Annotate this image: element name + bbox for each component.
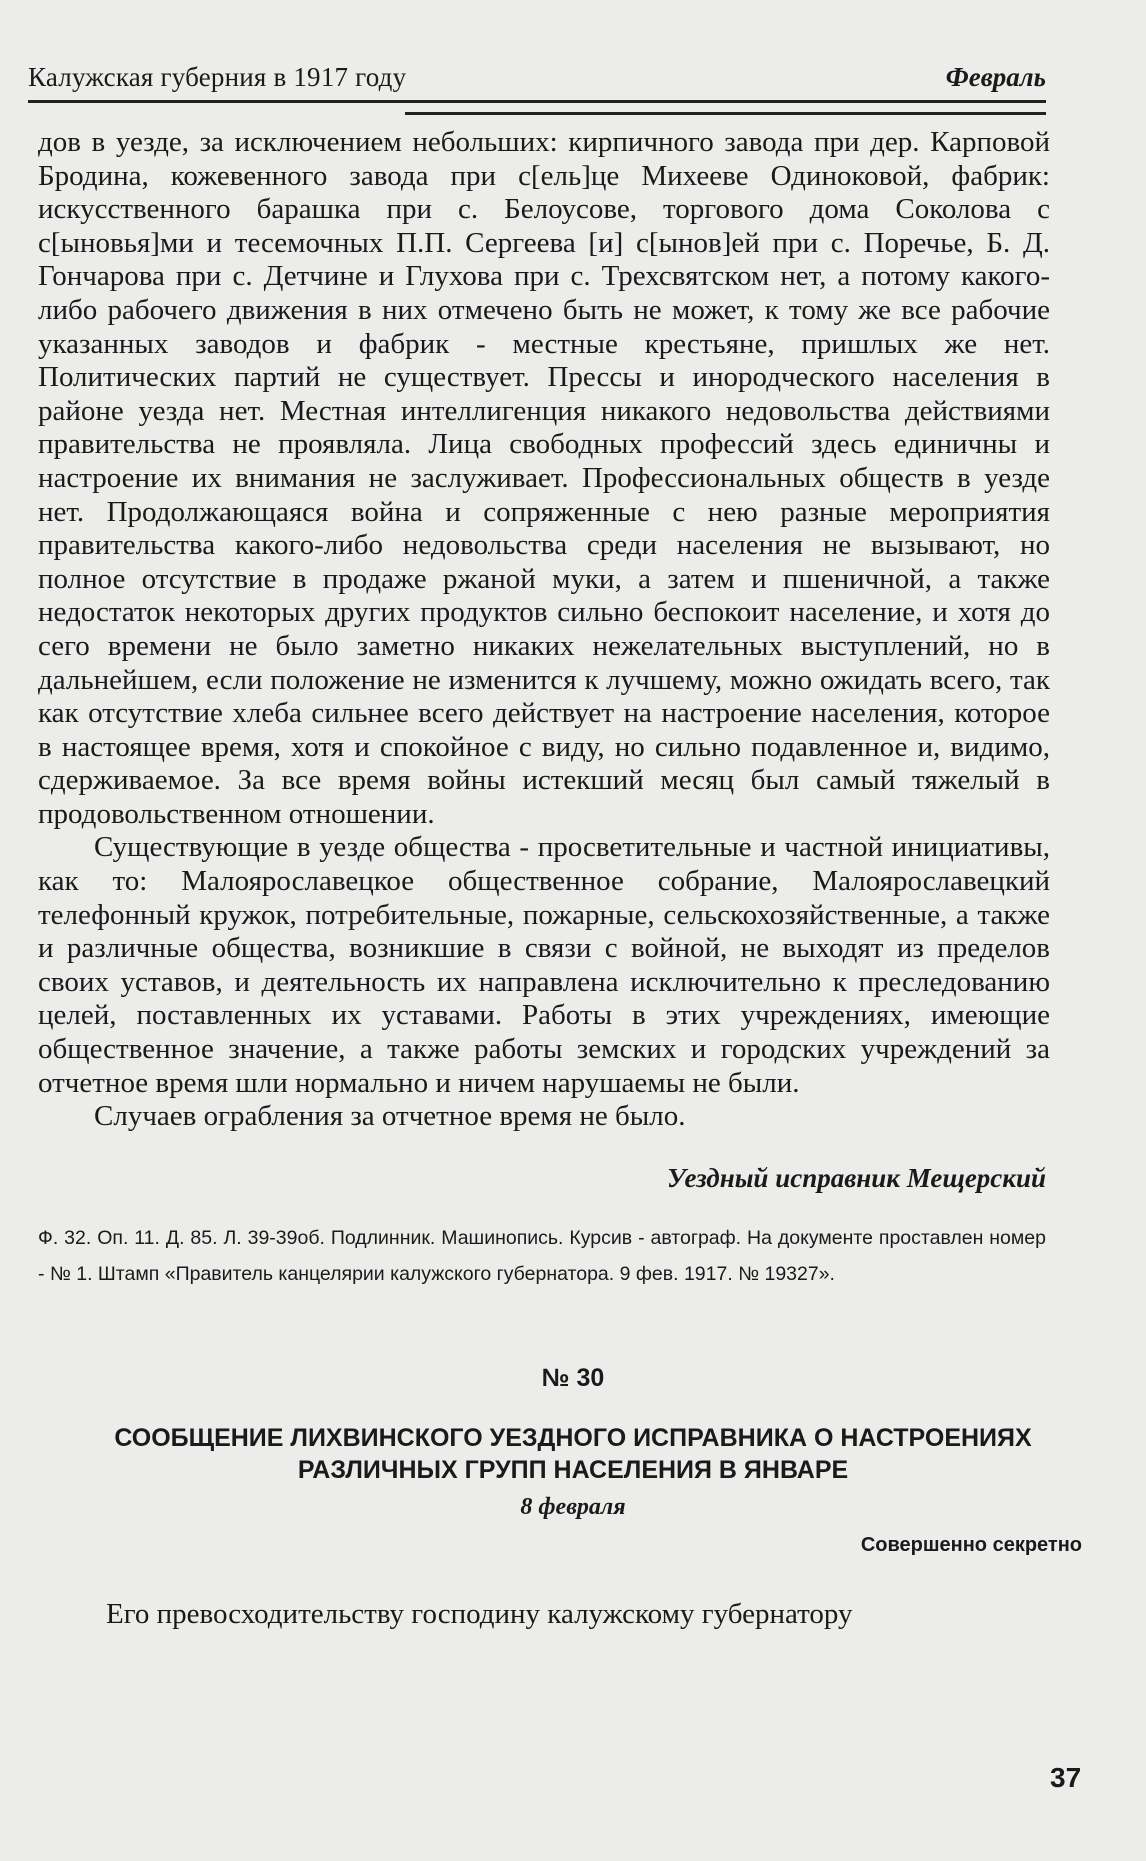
page-number: 37 — [1050, 1762, 1082, 1793]
body-text — [38, 126, 1050, 1134]
header-rule — [28, 100, 1046, 103]
classification-label: Совершенно секретно — [860, 1534, 1082, 1556]
paragraph: Существующие в уезде общества - просветительные и частной инициативы, как то: Малоярославецкое общественное собрание, Малоярославецкий телефонный кружок, потребительные, пожарные, сельскохозяйственные, а также и различные общества, возникшие в связи с войной, не выходят из пределов своих уставов, и деятельность их направлена исключительно к преследованию целей, поставленных их уставами. Работы в этих учреждениях, имеющие общественное значение, а также работы земских и городских учреждений за отчетное время шли нормально и ничем нарушаемы не были. — [38, 831, 1050, 1099]
document-number: № 30 — [541, 1364, 605, 1392]
paragraph: Случаев ограбления за отчетное время не было. — [94, 1100, 686, 1133]
signature: Уездный исправник Мещерский — [666, 1163, 1046, 1193]
header-book-title: Калужская губерния в 1917 году — [28, 62, 407, 92]
header-month: Февраль — [945, 62, 1046, 92]
document-date: 8 февраля — [520, 1494, 626, 1520]
addressee-line: Его превосходительству господину калужскому губернатору — [106, 1598, 853, 1630]
running-header — [28, 62, 1046, 93]
archival-source-note: Ф. 32. Оп. 11. Д. 85. Л. 39-39об. Подлинник. Машинопись. Курсив - автограф. На документе проставлен номер - № 1. Штамп «Правитель канцелярии калужского губернатора. 9 фев. 1917. № 19327». — [38, 1227, 1046, 1285]
header-rule-short — [405, 112, 1046, 115]
document-title: СООБЩЕНИЕ ЛИХВИНСКОГО УЕЗДНОГО ИСПРАВНИКА О НАСТРОЕНИЯХ РАЗЛИЧНЫХ ГРУПП НАСЕЛЕНИЯ В ЯНВАРЕ — [114, 1424, 1032, 1484]
paragraph: дов в уезде, за исключением небольших: кирпичного завода при дер. Карповой Бродина, кожевенного завода при с[ель]це Михееве Одиноковой, фабрик: искусственного барашка при с. Белоусове, торгового дома Соколова с с[ыновья]ми и тесемочных П.П. Сергеева [и] с[ынов]ей при с. Поречье, Б. Д. Гончарова при с. Детчине и Глухова при с. Трехсвятском нет, а потому какого-либо рабочего движения в них отмечено быть не может, к тому же все рабочие указанных заводов и фабрик - местные крестьяне, пришлых же нет. Политических партий не существует. Прессы и инородческого населения в районе уезда нет. Местная интеллигенция никакого недовольства действиями правительства не проявляла. Лица свободных профессий здесь единичны и настроение их внимания не заслуживает. Профессиональных обществ в уезде нет. Продолжающаяся война и сопряженные с нею разные мероприятия правительства какого-либо недовольства среди населения не вызывают, но полное отсутствие в продаже ржаной муки, а затем и пшеничной, а также недостаток некоторых других продуктов сильно беспокоит население, и хотя до сего времени не было заметно никаких нежелательных выступлений, но в дальнейшем, если положение не изменится к лучшему, можно ожидать всего, так как отсутствие хлеба сильнее всего действует на настроение населения, которое в настоящее время, хотя и спокойное с виду, но сильно подавленное и, видимо, сдерживаемое. За все время войны истекший месяц был самый тяжелый в продовольственном отношении. — [38, 126, 1050, 830]
